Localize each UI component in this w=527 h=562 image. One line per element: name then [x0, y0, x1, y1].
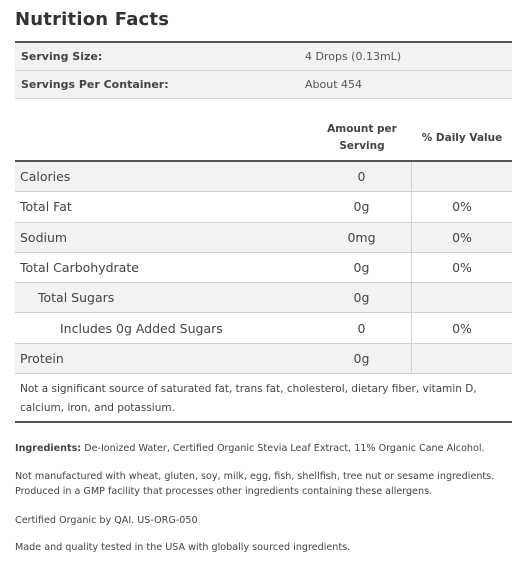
nutrient-amount: 0g — [312, 192, 412, 221]
allergen-line-1: Not manufactured with wheat, gluten, soy, milk, egg, fish, shellfish, tree nut or sesame ingredients. — [15, 471, 495, 482]
nutrient-amount: 0g — [312, 253, 412, 282]
nutrient-dv — [412, 162, 512, 191]
nutrient-table-header — [15, 116, 512, 162]
allergen-statement — [15, 469, 515, 499]
nutrient-row-protein — [15, 344, 512, 374]
nutrient-table — [15, 116, 512, 374]
origin-statement: Made and quality tested in the USA with globally sourced ingredients. — [15, 542, 351, 553]
nutrient-dv — [412, 344, 512, 373]
servings-per-container-value: About 454 — [305, 78, 363, 91]
serving-size-row — [15, 43, 512, 71]
nutrition-footnote: Not a significant source of saturated fat, trans fat, cholesterol, dietary fiber, vitamin D, calcium, iron, and potassium. — [15, 376, 512, 423]
nutrient-row-total-carbohydrate — [15, 253, 512, 283]
amount-per-serving-header: Amount per Serving — [327, 123, 397, 152]
nutrient-row-total-fat — [15, 192, 512, 222]
nutrient-dv: 0% — [452, 229, 472, 245]
nutrient-row-total-sugars — [15, 283, 512, 313]
nutrient-name: Sodium — [20, 229, 68, 245]
nutrient-dv: 0% — [452, 260, 472, 276]
ingredients-text: De-Ionized Water, Certified Organic Stevia Leaf Extract, 11% Organic Cane Alcohol. — [81, 443, 485, 454]
nutrient-name: Protein — [20, 350, 64, 366]
nutrient-row-calories — [15, 162, 512, 192]
nutrient-name: Includes 0g Added Sugars — [60, 320, 223, 336]
nutrient-name: Total Fat — [20, 199, 72, 215]
nutrient-dv: 0% — [452, 320, 472, 336]
nutrient-name: Total Sugars — [38, 290, 115, 306]
ingredients-paragraph — [15, 441, 515, 456]
nutrient-name: Total Carbohydrate — [20, 260, 139, 276]
nutrient-row-added-sugars — [15, 313, 512, 343]
nutrition-facts-title: Nutrition Facts — [15, 9, 170, 30]
nutrient-name: Calories — [20, 169, 71, 185]
nutrient-amount: 0g — [312, 283, 412, 312]
servings-per-container-label: Servings Per Container: — [21, 78, 169, 91]
certification-statement: Certified Organic by QAI. US-ORG-050 — [15, 515, 198, 526]
nutrient-dv: 0% — [452, 199, 472, 215]
ingredients-label: Ingredients: — [15, 443, 82, 454]
nutrient-amount: 0 — [312, 313, 412, 342]
nutrient-row-sodium — [15, 223, 512, 253]
servings-per-container-row — [15, 71, 512, 99]
serving-size-value: 4 Drops (0.13mL) — [305, 50, 402, 63]
nutrient-amount: 0mg — [312, 223, 412, 252]
nutrient-dv — [412, 283, 512, 312]
nutrient-amount: 0g — [312, 344, 412, 373]
daily-value-header: % Daily Value — [421, 132, 503, 144]
nutrient-amount: 0 — [312, 162, 412, 191]
serving-size-label: Serving Size: — [21, 50, 103, 63]
allergen-line-2: Produced in a GMP facility that processes other ingredients containing these allergens. — [15, 486, 433, 497]
serving-info-table — [15, 41, 512, 99]
